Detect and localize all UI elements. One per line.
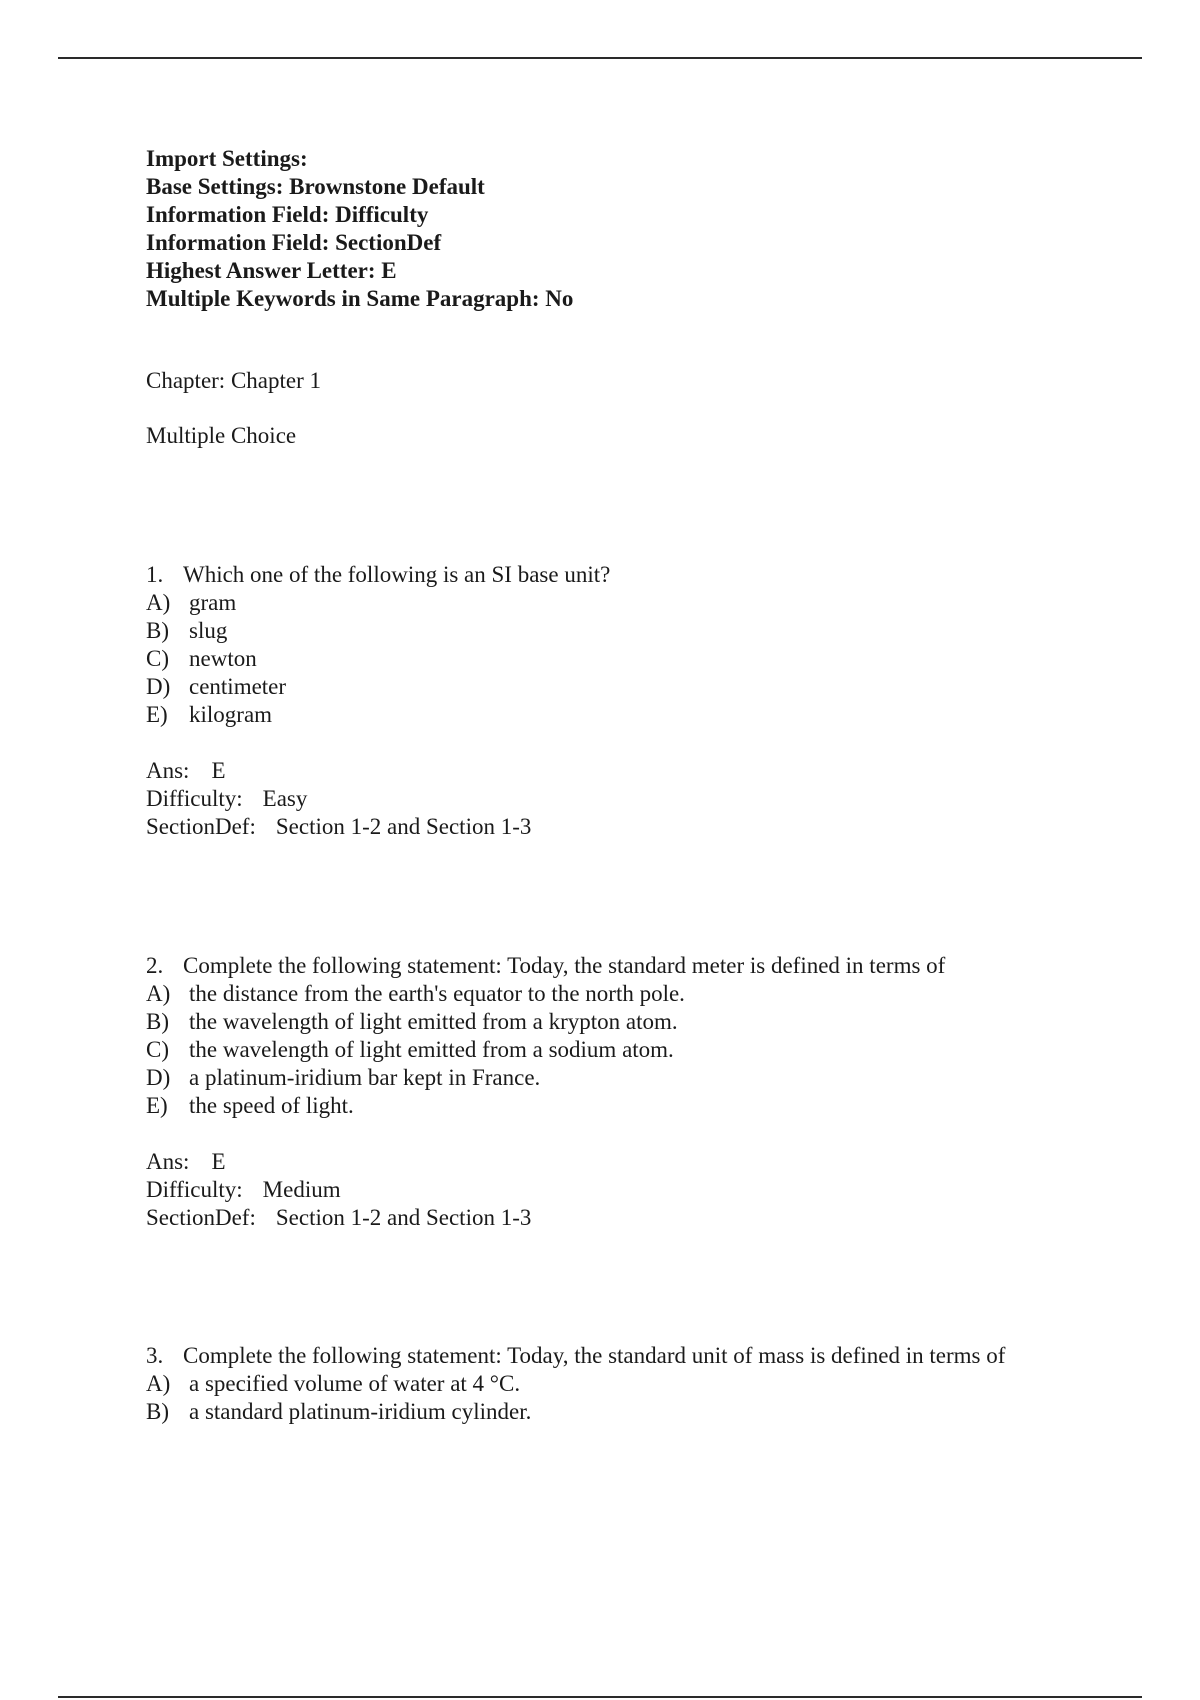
option-letter: A) xyxy=(146,1371,171,1396)
option-b xyxy=(146,1398,1005,1426)
option-text: the distance from the earth's equator to the north pole. xyxy=(189,981,685,1006)
option-letter: B) xyxy=(146,1009,169,1034)
option-d xyxy=(146,1064,945,1092)
difficulty-label: Difficulty: xyxy=(146,786,243,811)
option-b xyxy=(146,617,610,645)
difficulty-line xyxy=(146,785,610,813)
option-b xyxy=(146,1008,945,1036)
section-type-heading: Multiple Choice xyxy=(146,423,297,448)
question-stem xyxy=(146,952,945,980)
option-c xyxy=(146,645,610,673)
question-text: Complete the following statement: Today, the standard unit of mass is defined in terms of xyxy=(183,1343,1006,1368)
sectiondef-label: SectionDef: xyxy=(146,1205,256,1230)
option-letter: B) xyxy=(146,618,169,643)
import-settings-block xyxy=(146,145,573,313)
option-e xyxy=(146,1092,945,1120)
sectiondef-value: Section 1-2 and Section 1-3 xyxy=(275,814,532,839)
option-text: centimeter xyxy=(189,674,287,699)
option-text: a specified volume of water at 4 °C. xyxy=(189,1371,521,1396)
question-text: Which one of the following is an SI base unit? xyxy=(183,562,611,587)
answer-value: E xyxy=(211,1149,226,1174)
question-text: Complete the following statement: Today, the standard meter is defined in terms of xyxy=(183,953,946,978)
question-number: 3. xyxy=(146,1343,164,1368)
option-letter: C) xyxy=(146,1037,169,1062)
option-letter: B) xyxy=(146,1399,169,1424)
question-number: 1. xyxy=(146,562,164,587)
option-letter: E) xyxy=(146,1093,168,1118)
answer-label: Ans: xyxy=(146,758,190,783)
question-1 xyxy=(146,561,610,841)
info-field-difficulty-line: Information Field: Difficulty xyxy=(146,202,429,227)
question-number: 2. xyxy=(146,953,164,978)
question-stem xyxy=(146,561,610,589)
sectiondef-label: SectionDef: xyxy=(146,814,256,839)
option-c xyxy=(146,1036,945,1064)
option-text: the speed of light. xyxy=(189,1093,354,1118)
option-d xyxy=(146,673,610,701)
difficulty-line xyxy=(146,1176,945,1204)
base-settings-line: Base Settings: Brownstone Default xyxy=(146,174,485,199)
multiple-keywords-line: Multiple Keywords in Same Paragraph: No xyxy=(146,286,574,311)
option-text: the wavelength of light emitted from a krypton atom. xyxy=(189,1009,678,1034)
option-letter: E) xyxy=(146,702,168,727)
difficulty-value: Easy xyxy=(262,786,308,811)
chapter-heading: Chapter: Chapter 1 xyxy=(146,368,322,393)
sectiondef-line xyxy=(146,1204,945,1232)
option-text: a standard platinum-iridium cylinder. xyxy=(189,1399,532,1424)
sectiondef-line xyxy=(146,813,610,841)
answer-line xyxy=(146,1148,945,1176)
difficulty-value: Medium xyxy=(262,1177,341,1202)
option-e xyxy=(146,701,610,729)
option-letter: A) xyxy=(146,590,171,615)
option-letter: A) xyxy=(146,981,171,1006)
option-text: gram xyxy=(189,590,237,615)
answer-label: Ans: xyxy=(146,1149,190,1174)
answer-line xyxy=(146,757,610,785)
question-meta xyxy=(146,757,610,841)
highest-answer-letter-line: Highest Answer Letter: E xyxy=(146,258,397,283)
header-rule xyxy=(58,57,1142,59)
info-field-sectiondef-line: Information Field: SectionDef xyxy=(146,230,442,255)
option-a xyxy=(146,589,610,617)
question-stem xyxy=(146,1342,1005,1370)
option-letter: D) xyxy=(146,1065,171,1090)
option-text: the wavelength of light emitted from a sodium atom. xyxy=(189,1037,674,1062)
import-settings-heading: Import Settings: xyxy=(146,146,308,171)
option-a xyxy=(146,980,945,1008)
question-meta xyxy=(146,1148,945,1232)
sectiondef-value: Section 1-2 and Section 1-3 xyxy=(275,1205,532,1230)
option-text: kilogram xyxy=(189,702,273,727)
answer-value: E xyxy=(211,758,226,783)
option-letter: C) xyxy=(146,646,169,671)
footer-rule xyxy=(58,1696,1142,1698)
option-a xyxy=(146,1370,1005,1398)
difficulty-label: Difficulty: xyxy=(146,1177,243,1202)
option-text: newton xyxy=(189,646,257,671)
option-letter: D) xyxy=(146,674,171,699)
option-text: a platinum-iridium bar kept in France. xyxy=(189,1065,541,1090)
question-2 xyxy=(146,952,945,1232)
question-3 xyxy=(146,1342,1005,1426)
option-text: slug xyxy=(189,618,228,643)
